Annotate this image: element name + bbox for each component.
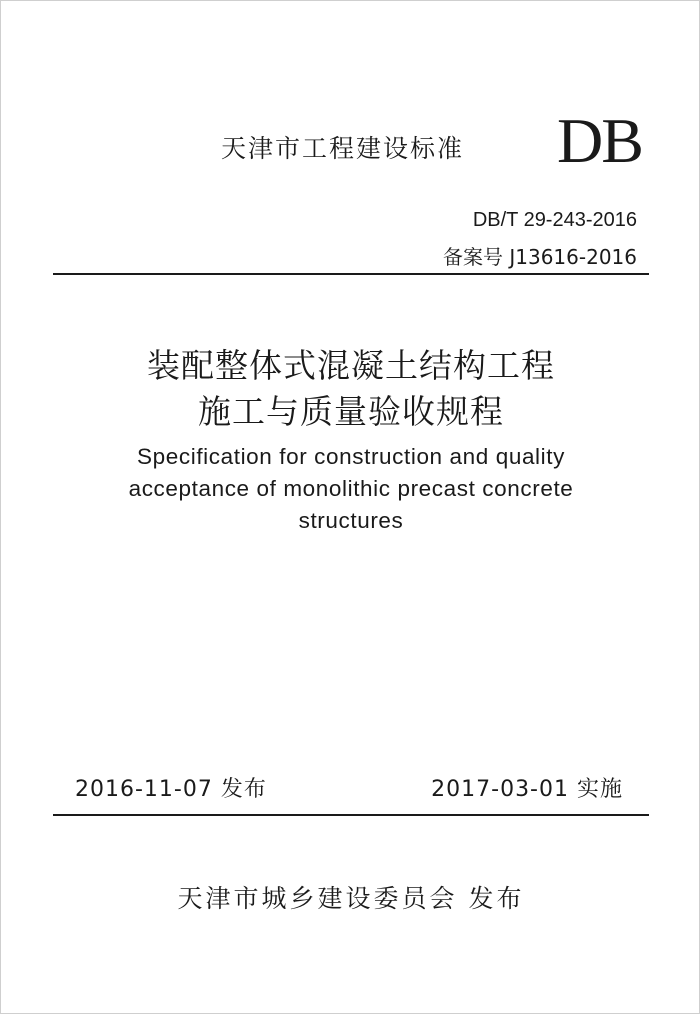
top-divider xyxy=(53,273,649,275)
effective-date: 2017-03-01 实施 xyxy=(431,777,623,802)
title-cn-line-1: 装配整体式混凝土结构工程 xyxy=(147,346,555,385)
standard-category: 天津市工程建设标准 xyxy=(221,134,465,163)
publisher: 天津市城乡建设委员会 发布 xyxy=(177,884,525,913)
title-en-line-3: structures xyxy=(298,508,404,533)
title-en-line-2: acceptance of monolithic precast concrete xyxy=(128,476,574,501)
standard-number: DB/T 29-243-2016 xyxy=(472,209,637,231)
db-mark: DB xyxy=(557,105,642,176)
title-chinese xyxy=(1,343,700,435)
record-number: 备案号 J13616-2016 xyxy=(443,245,637,269)
issue-date: 2016-11-07 发布 xyxy=(75,777,267,802)
title-cn-line-2: 施工与质量验收规程 xyxy=(198,392,504,431)
title-en-line-1: Specification for construction and quality xyxy=(137,444,565,469)
bottom-divider xyxy=(53,814,649,816)
title-english xyxy=(1,441,700,537)
